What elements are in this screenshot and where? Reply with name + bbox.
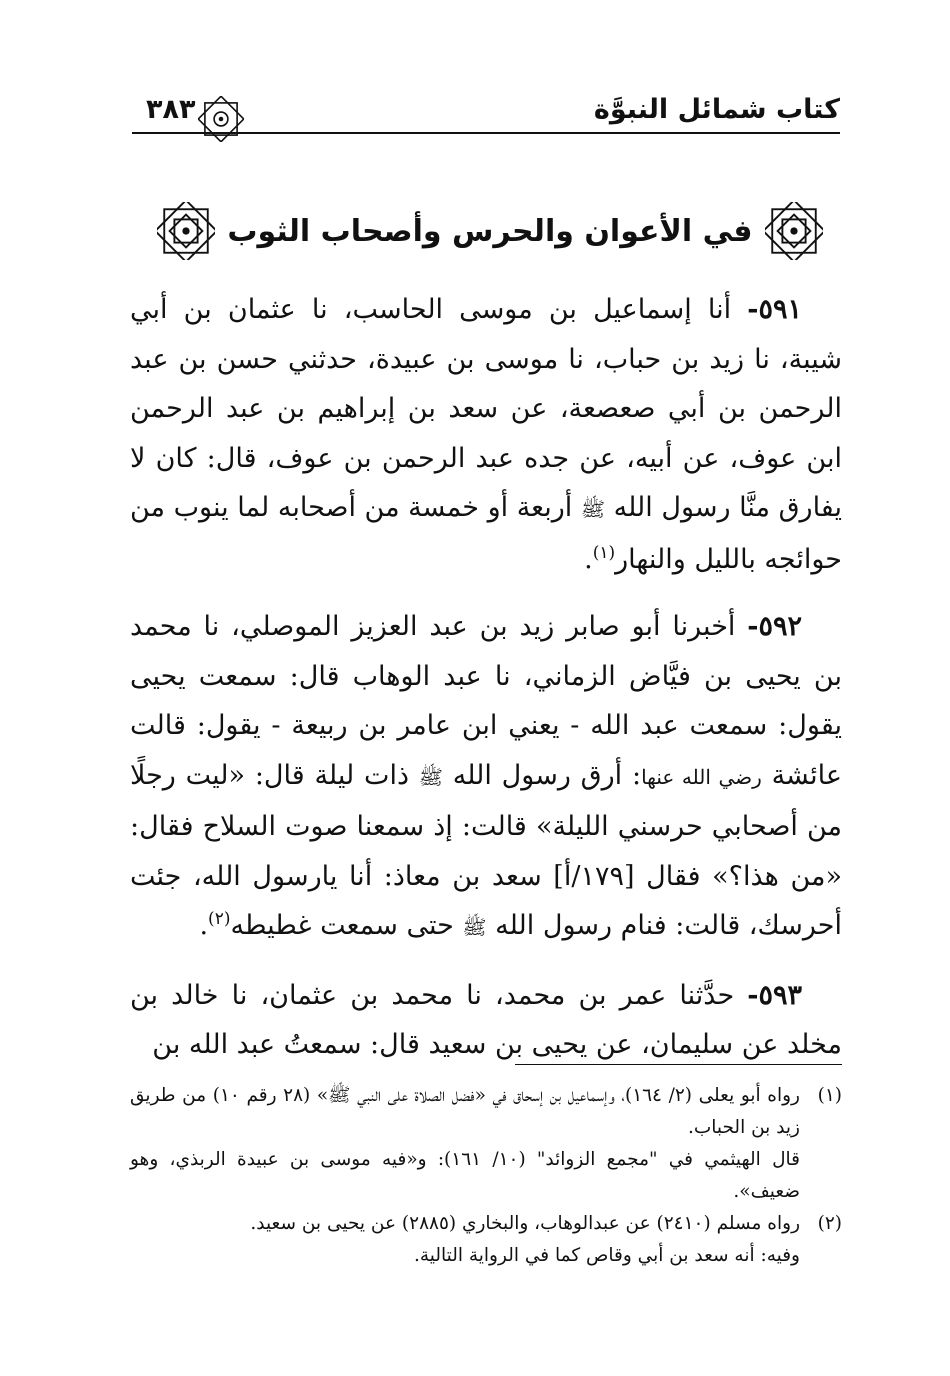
salutation-honorific: ﷺ bbox=[462, 915, 487, 939]
footnote-separator bbox=[515, 1064, 842, 1065]
body-text bbox=[130, 285, 842, 1088]
salutation-honorific: ﷺ bbox=[418, 764, 443, 789]
salutation-honorific: ﷺ bbox=[580, 497, 606, 521]
header-rule bbox=[132, 132, 840, 134]
footnote-line: قال الهيثمي في "مجمع الزوائد" (١٠/ ١٦١): و«فيه موسى بن عبيدة الربذي، وهو ضعيف». bbox=[130, 1149, 800, 1202]
footnote-line: وفيه: أنه سعد بن أبي وقاص كما في الرواية التالية. bbox=[413, 1245, 800, 1266]
footnote-number: (٢) bbox=[817, 1213, 842, 1234]
page-number: ٣٨٣ bbox=[146, 94, 196, 125]
footnote-number: (١) bbox=[817, 1085, 842, 1106]
footnote-1 bbox=[130, 1080, 842, 1208]
hadith-text: حتى سمعت غطيطه bbox=[230, 910, 463, 941]
hadith-number: ٥٩١- bbox=[747, 294, 802, 325]
footnotes bbox=[130, 1080, 842, 1272]
chapter-title: في الأعوان والحرس وأصحاب الثوب bbox=[227, 213, 753, 249]
hadith-ending: . bbox=[584, 543, 593, 575]
hadith-text: أربعة أو خمسة من أصحابه لما ينوب من حوائجه بالليل والنهار bbox=[130, 492, 842, 575]
hadith-text: ذات ليلة قال: «ليت رجلًا من أصحابي حرسني الليلة» قالت: إذ سمعنا صوت السلاح فقال: «من هذا؟» فقال [١٧٩/أ] سعد بن معاذ: أنا يارسول الله، جئت أحرسك، قالت: فنام رسول الله bbox=[130, 759, 842, 941]
footnote-ref: (١) bbox=[592, 542, 616, 563]
hadith-591 bbox=[130, 285, 842, 584]
radiallahu-honorific: رضي الله عنها bbox=[641, 764, 762, 789]
heading-ornament-left-icon bbox=[157, 202, 215, 260]
hadith-593 bbox=[130, 971, 842, 1070]
hadith-text: أنا إسماعيل بن موسى الحاسب، نا عثمان بن أبي شيبة، نا زيد بن حباب، نا موسى بن عبيدة، حدثني حسن بن عبد الرحمن بن أبي صعصعة، عن سعد بن إبراهيم بن عبد الرحمن ابن عوف، عن أبيه، عن جده عبد الرحمن بن عوف، قال: كان لا يفارق منَّا رسول الله bbox=[130, 294, 842, 523]
footnote-line: رواه مسلم (٢٤١٠) عن عبدالوهاب، والبخاري (٢٨٨٥) عن يحيى بن سعيد. bbox=[250, 1213, 800, 1234]
footnote-ref: (٢) bbox=[208, 909, 231, 929]
hadith-ending: . bbox=[199, 910, 209, 941]
hadith-text: حدَّثنا عمر بن محمد، نا محمد بن عثمان، نا خالد بن مخلد عن سليمان، عن يحيى بن سعيد قال: سمعتُ عبد الله بن bbox=[130, 979, 842, 1060]
hadith-text: : أرق رسول الله bbox=[452, 759, 642, 791]
heading-ornament-right-icon bbox=[765, 202, 823, 260]
footnote-body bbox=[130, 1208, 800, 1272]
hadith-592 bbox=[130, 602, 842, 953]
footnote-body bbox=[130, 1080, 800, 1208]
hadith-number: ٥٩٣- bbox=[747, 979, 802, 1011]
footnote-2 bbox=[130, 1208, 842, 1272]
hadith-number: ٥٩٢- bbox=[747, 611, 802, 642]
hadith-text: أخبرنا أبو صابر زيد بن عبد العزيز الموصلي، نا محمد بن يحيى بن فيَّاض الزماني، نا عبد الوهاب قال: سمعت يحيى يقول: سمعت عبد الله - يعني ابن عامر بن ربيعة - يقول: قالت عائشة bbox=[130, 611, 842, 791]
footnote-line: رواه أبو يعلى (٢/ ١٦٤)، وإسماعيل بن إسحاق في «فضل الصلاة على النبي ﷺ» (٢٨ رقم ١٠) من طريق زيد بن الحباب. bbox=[130, 1085, 800, 1138]
book-title: كتاب شمائل النبوَّة bbox=[593, 94, 840, 125]
chapter-heading bbox=[210, 196, 770, 266]
header-ornament-icon bbox=[198, 96, 244, 142]
